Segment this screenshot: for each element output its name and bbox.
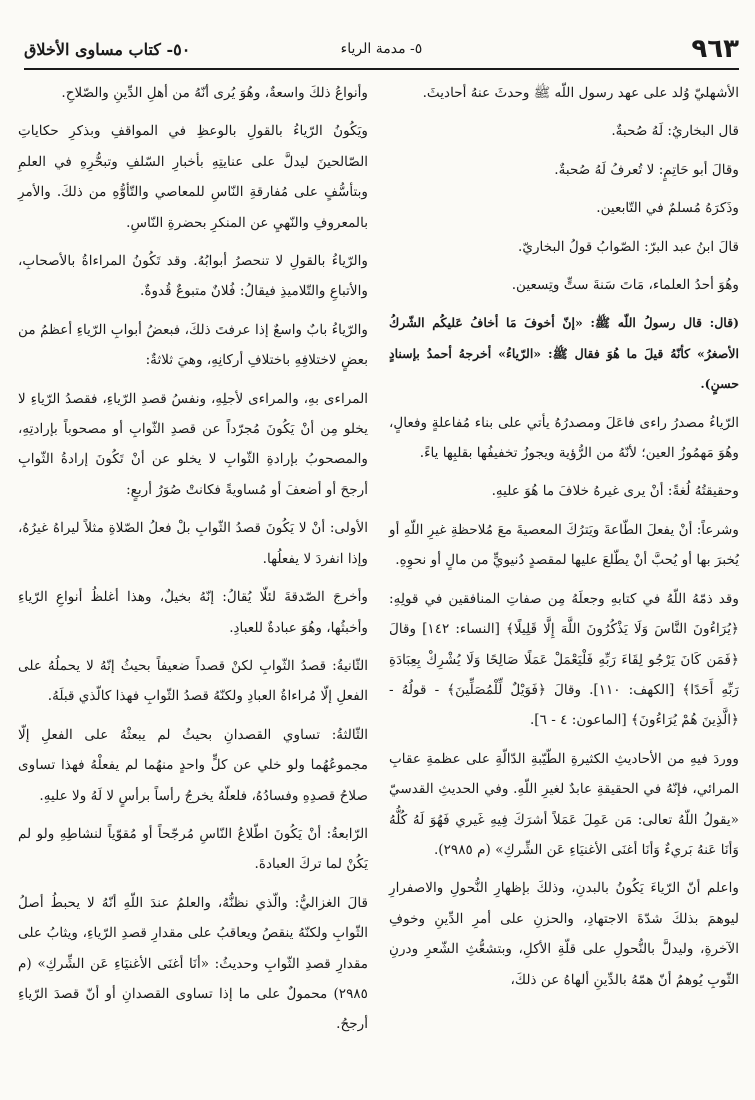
paragraph: الأولى: أنْ لا يَكُونَ قصدُ الثّوابِ بلْ فعلُ الصّلاةِ مثلاً ليراهُ غيرُهُ، وإذا انفردَ لا يفعلُها. <box>18 520 368 567</box>
paragraph: ويَكُونُ الرّياءُ بالقولِ بالوعظِ في المواقفِ وبذكرِ حكاياتِ الصّالحينَ ليدلَّ على عنايتِهِ بأخبارِ السّلفِ وتبحُّرِهِ في العلمِ وبتأسُّفٍ على مُفارقةِ النّاسِ للمعاصي والتّأوُّهِ من ذلكَ. والأمرِ بالمعروفِ والنّهيِ عن المنكرِ بحضرةِ النّاسِ. <box>18 123 368 231</box>
paragraph: وهُوَ أحدُ العلماء، مَاتَ سَنةَ ستٍّ وتِسعين. <box>511 277 739 294</box>
paragraph: والرّياءُ بالقولِ لا تنحصرُ أبوابُهُ. وقد تَكُونُ المراءاةُ بالأصحابِ، والأتباعِ والتّلاميذِ فيقالُ: فُلانٌ متبوعٌ قُدوةٌ. <box>18 253 368 300</box>
page-header <box>24 30 739 70</box>
paragraph: وذَكرَهُ مُسلمٌ في التّابعين. <box>596 200 739 217</box>
hadith-paragraph: (قال: قال رسولُ اللّه ﷺ: «إنّ أخوفَ مَا أخافُ عَليكُم الشّركُ الأصغرُ» كأنّهُ قيلَ ما هُوَ فقال ﷺ: «الرّياءُ» أخرجهُ أحمدُ بإسنادٍ حسنٍ). <box>389 315 739 392</box>
paragraph: الرّياءُ مصدرُ راءى فاعَلَ ومصدرُهُ يأتي على بناء مُفاعلةٍ وفعالٍ، وهُوَ مَهمُوزُ العين؛ لأنّهُ من الرُّؤية ويجوزُ تخفيفُها بقلبِها ياءً. <box>389 414 739 462</box>
paragraph: قالَ الغزاليُّ: والّذي نظنُّهُ، والعلمُ عندَ اللّهِ أنّهُ لا يحبطُ أصلُ الثّوابِ ولكنّهُ ينقصُ ويعاقبُ على مقدارِ قصدِ الرّياءِ، ويثابُ على مقدارِ قصدِ الثّوابِ وحديثُ: «أنَا أغنَى الأغنيَاءِ عَن الشِّركِ» (م ٢٩٨٥) محمولٌ على ما إذا تساوى القصدانِ أو أنّ قصدَ الرّياءِ أرجحُ. <box>18 894 368 1033</box>
paragraph: الثّانيةُ: قصدُ الثّوابِ لكنْ قصداً ضعيفاً بحيثُ إنّهُ لا يحملُهُ على الفعلِ إلّا مُراءاةُ العبادِ ولكنّهُ قصدُ الثّوابِ فهذا كالّذي قبلَهُ. <box>18 657 368 705</box>
paragraph: وحقيقتُهُ لُغةً: أنْ يرى غيرهُ خلافَ ما هُوَ عليهِ. <box>491 483 739 500</box>
paragraph: وقد ذمّهُ اللّهُ في كتابهِ وجعلَهُ مِن صفاتِ المنافقين في قولِهِ: ﴿يُرَاءُونَ النَّاسَ وَلَا يَذْكُرُونَ اللَّهَ إِلَّا قَلِيلًا﴾ [النساء: ١٤٢] وقالَ ﴿فَمَن كَانَ يَرْجُو لِقَاءَ رَبِّهِ فَلْيَعْمَلْ عَمَلًا صَالِحًا وَلَا يُشْرِكْ بِعِبَادَةِ رَبِّهِ أَحَدًا﴾ [الكهف: ١١٠]. وقالَ ﴿فَوَيْلٌ لِّلْمُصَلِّينَ﴾ - قولُهُ - ﴿الَّذِينَ هُمْ يُرَاءُونَ﴾ [الماعون: ٤ - ٦]. <box>389 590 739 729</box>
paragraph: المراءى بهِ، والمراءى لأجلِهِ، ونفسُ قصدِ الرّياءِ، فقصدُ الرّياءِ لا يخلو مِن أنْ يَكُونَ مُجرّداً عن قصدِ الثّوابِ أو مصحوباً بإرادتِهِ، والمصحوبُ بإرادةِ الثّوابِ لا يخلو عن أنْ تَكُونَ إرادةُ الثّوابِ أرجحَ أو أضعفَ أو مُساويةً فكانتْ صُوَرُ أربعٍ: <box>18 390 368 498</box>
page-number: ٩٦٣ <box>691 34 739 64</box>
paragraph: الثّالثةُ: تساوي القصدانِ بحيثُ لم يبعثْهُ على الفعلِ إلّا مجموعُهُما ولو خلي عن كلٍّ واحدٍ منهُما لم يفعلْهُ فهذا تساوى صلاحُ قصدِهِ وفسادُهُ، فلعلّهُ يخرجُ رأساً برأسٍ لا لَهُ ولا عليهِ. <box>18 726 368 804</box>
chapter-title: ٥٠- كتاب مساوى الأخلاق <box>24 39 191 59</box>
paragraph: الأشهليّ وُلد على عهد رسول اللّه ﷺ وحدثَ عنهُ أحاديثَ. <box>422 85 739 101</box>
paragraph: واعلم أنّ الرّياءَ يَكُونُ بالبدنِ، وذلكَ بإظهارِ النُّحولِ والاصفرارِ ليوهمَ بذلكَ شدّةَ الاجتهادِ، والحزنِ على أمرِ الدِّينِ وخوفِ الآخرةِ، وليدلَّ بالنُّحولِ على قلّةِ الأكلِ، وبتشعُّثِ الشّعرِ ودرنِ الثّوبِ يُوهمُ أنّ همّهُ بالدِّينِ ألهاهُ عن ذلكَ، <box>389 880 739 988</box>
section-title: ٥- مدمة الرياء <box>340 41 423 57</box>
paragraph: وشرعاً: أنْ يفعلَ الطّاعةَ ويَترُكَ المعصيةَ معَ مُلاحظةِ غيرِ اللّهِ أو يُخبرَ بها أو يُحبَّ أنْ يطّلعَ عليها لمقصدٍ دُنيويٍّ من مالٍ أو نحوِهِ. <box>389 521 739 569</box>
paragraph: الرّابعةُ: أنْ يَكُونَ اطّلاعُ النّاسِ مُرجّحاً أو مُقوّياً لنشاطِهِ ولو لم يَكُنْ لما تركَ العبادةَ. <box>18 825 368 873</box>
right-column <box>389 78 739 1070</box>
paragraph: ووردَ فيهِ من الأحاديثِ الكثيرةِ الطّيّبةِ الدّالّةِ على عظمةِ عقابِ المرائي، فإنّهُ في الحقيقةِ عابدٌ لغيرِ اللّهِ. وفي الحديثِ القدسيّ «يقولُ اللّهُ تعالى: مَن عَمِلَ عَمَلاً أشرَكَ فِيهِ غَيري فَهُوَ لَهُ كُلُّهُ وَأنَا عَنهُ بَريءٌ وَأنَا أغنَى الأغنيَاءِ عَن الشِّركِ» (م ٢٩٨٥). <box>389 750 739 858</box>
paragraph: قال البخاريُ: لَهُ صُحبةٌ. <box>611 123 739 140</box>
left-column <box>18 78 368 1070</box>
text-columns <box>18 78 739 1070</box>
paragraph: وقالَ أبو حَاتِمٍ: لا تُعرفُ لَهُ صُحبةٌ. <box>554 161 739 178</box>
paragraph: والرّياءُ بابٌ واسعٌ إذا عرفتَ ذلكَ، فبعضُ أبوابِ الرّياءِ أعظمُ من بعضٍ لاختلافِهِ باختلافِ أركانِهِ، وهيَ ثلاثةٌ: <box>18 321 368 369</box>
paragraph: قالَ ابنُ عبد البرّ: الصّوابُ قولُ البخاريّ. <box>518 238 739 255</box>
paragraph: وأخرجَ الصّدقةَ لئلّا يُقالُ: إنّهُ بخيلٌ، وهذا أغلظُ أنواعِ الرّياءِ وأخبثُها، وهُوَ عبادةٌ للعبادِ. <box>18 589 368 636</box>
paragraph: وأنواعُ ذلكَ واسعةٌ، وهُوَ يُرى أنّهُ من أهلِ الدِّينِ والصّلاحِ. <box>61 85 368 101</box>
